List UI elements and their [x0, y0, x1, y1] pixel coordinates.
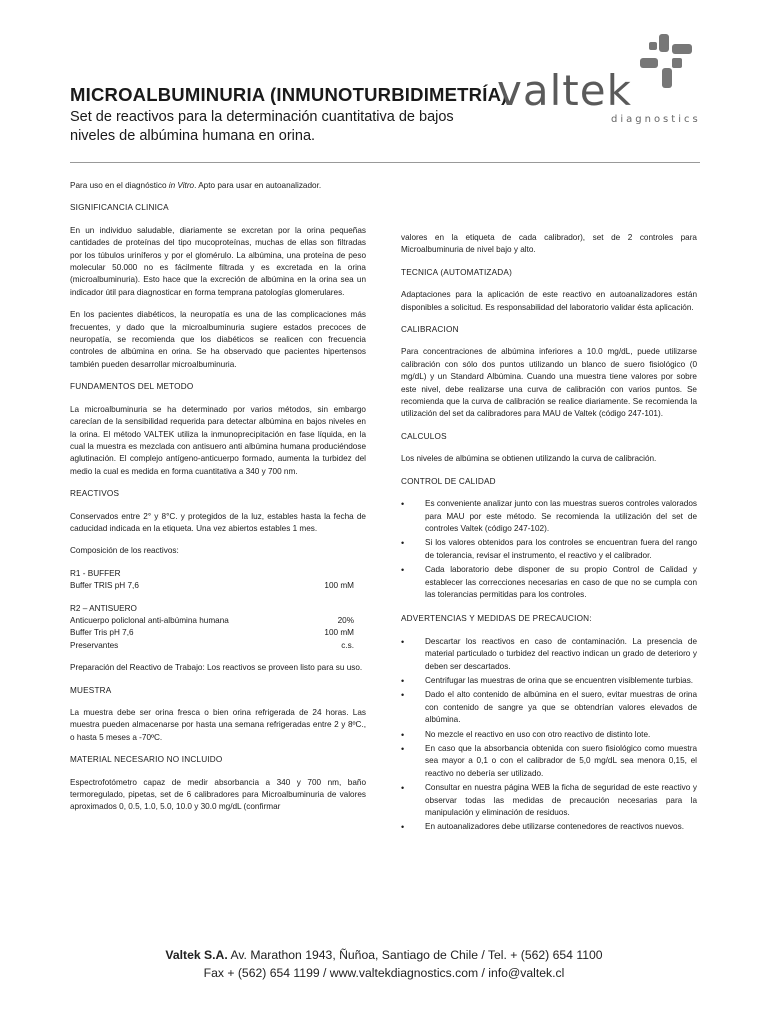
composition-row [70, 580, 366, 592]
composition-row [70, 615, 366, 627]
brand-logo-wordmark: valtek [497, 66, 632, 115]
footer-company: Valtek S.A. [165, 948, 228, 962]
footer-line-2: Fax + (562) 654 1199 / www.valtekdiagnostics.com / info@valtek.cl [203, 966, 565, 980]
composition-value: c.s. [341, 640, 354, 650]
header-divider [70, 162, 700, 163]
footer-line-1 [0, 946, 768, 964]
intro-paragraph: Para uso en el diagnóstico in Vitro. Apto para usar en autoanalizador. [70, 181, 322, 190]
section-title-significancia: SIGNIFICANCIA CLINICA [70, 203, 169, 213]
footer-contact [0, 946, 768, 982]
section-title-tecnica: TECNICA (AUTOMATIZADA) [401, 267, 512, 277]
composition-name: Buffer Tris pH 7,6 [70, 628, 134, 638]
list-item: • En autoanalizadores debe utilizarse contenedores de reactivos nuevos. [401, 821, 697, 833]
list-item: • Centrifugar las muestras de orina que se encuentren visiblemente turbias. [401, 675, 697, 687]
document-subtitle: Set de reactivos para la determinación cuantitativa de bajos niveles de albúmina humana en orina. [70, 109, 454, 144]
composicion-title: Composición de los reactivos: [70, 546, 179, 556]
calibracion-paragraph: Para concentraciones de albúmina inferiores a 10.0 mg/dL, puede utilizarse calibración con sólo dos puntos utilizando un blanco de suero fisiológico (0 mg/dL) y un Standard Albúmina. Cuando una muestra tiene valores por sobre este nivel, debe realizarse una curva de calibración con varios puntos. Se recomienda que la curva de calibración se realice diariamente. Se recomienda la utilización del set da calibradores para MAU de Valtek (código 247-101). [401, 347, 697, 419]
composition-name: Buffer TRIS pH 7,6 [70, 581, 139, 591]
composition-row [70, 640, 366, 652]
r2-label: R2 – ANTISUERO [70, 603, 137, 613]
fundamentos-paragraph: La microalbuminuria se ha determinado por varios métodos, sin embargo carecían de la sensibilidad requerida para detectar albúmina en bajos niveles en la orina. El método VALTEK utiliza la inmunoprecipitación en fase líquida, en la cual la muestra es mezclada con antisuero anti albúmina humana produciéndose aglutinación. El complejo antígeno-anticuerpo formado, aumenta la turbidez del medio la cual es medida en forma cuantitativa a 340 y 700 nm. [70, 404, 366, 476]
left-column [70, 180, 366, 824]
list-item: • Descartar los reactivos en caso de contaminación. La presencia de material particulado o turbidez del reactivo indican un grado de deterioro y deben ser descartados. [401, 636, 697, 673]
section-title-advertencias: ADVERTENCIAS Y MEDIDAS DE PRECAUCION: [401, 614, 592, 624]
list-item: • En caso que la absorbancia obtenida con suero fisiológico como muestra sea mayor a 0,1 o con el calibrador de 5,0 mg/dL sea menora 0,15, el reactivo no debería ser utilizado. [401, 743, 697, 780]
material-paragraph: Espectrofotómetro capaz de medir absorbancia a 340 y 700 nm, baño termoregulado, pipetas, set de 6 calibradores para Microalbuminuria de valores aproximados 0, 0.5, 1.0, 5.0, 10.0 y 30.0 mg/dL (confirmar [70, 777, 366, 812]
list-item: • Consultar en nuestra página WEB la ficha de seguridad de este reactivo y observar todas las medidas de precaución necesarias para la manipulación y eliminación de residuos. [401, 782, 697, 819]
calculos-paragraph: Los niveles de albúmina se obtienen utilizando la curva de calibración. [401, 454, 657, 464]
muestra-paragraph: La muestra debe ser orina fresca o bien orina refrigerada de 24 horas. Las muestra pueden almacenarse por hasta una semana refrigeradas entre 2 y 8ºC., o hasta 5 meses a -70ºC. [70, 708, 366, 742]
r2-block [70, 603, 366, 653]
section-title-calibracion: CALIBRACION [401, 325, 459, 335]
composition-value: 100 mM [324, 628, 354, 638]
list-item: • Dado el alto contenido de albúmina en el suero, evitar muestras de orina con contenido de sangre ya que se obtendrían valores elevados de albúmina. [401, 689, 697, 726]
section-title-control: CONTROL DE CALIDAD [401, 476, 496, 486]
advertencias-list [401, 636, 697, 834]
document-title: MICROALBUMINURIA (INMUNOTURBIDIMETRÍA) [70, 84, 508, 105]
right-column [401, 232, 697, 846]
significancia-paragraph-2: En los pacientes diabéticos, la neuropatía es una de las complicaciones más frecuentes, y dado que la microalbuminuria sugiere estados precoces de neuropatía, se recomienda que los diabéticos se realicen con frecuencia controles de albúmina en orina. Se ha observado que pacientes hipertensos también pueden desarrollar microalbuminuria. [70, 310, 366, 369]
list-item: • Si los valores obtenidos para los controles se encuentran fuera del rango de tolerancia, revisar el instrumento, el reactivo y el calibrador. [401, 537, 697, 562]
r1-block [70, 568, 366, 593]
list-item: • Es conveniente analizar junto con las muestras sueros controles valorados para MAU por este método. Se recomienda la utilización del set de controles Valtek (código 247-102). [401, 498, 697, 535]
composition-value: 100 mM [324, 581, 354, 591]
r1-label: R1 - BUFFER [70, 568, 121, 578]
section-title-reactivos: REACTIVOS [70, 489, 120, 499]
footer-address: Av. Marathon 1943, Ñuñoa, Santiago de Chile / Tel. + (562) 654 1100 [227, 948, 603, 962]
composition-value: 20% [337, 615, 354, 625]
continued-paragraph: valores en la etiqueta de cada calibrador), set de 2 controles para Microalbuminuria de nivel bajo y alto. [401, 233, 697, 255]
section-title-material: MATERIAL NECESARIO NO INCLUIDO [70, 755, 223, 765]
section-title-muestra: MUESTRA [70, 685, 112, 695]
list-item: • No mezcle el reactivo en uso con otro reactivo de distinto lote. [401, 729, 697, 741]
tecnica-paragraph: Adaptaciones para la aplicación de este reactivo en autoanalizadores están disponibles a solicitud. Es responsabilidad del laboratorio validar ésta aplicación. [401, 290, 697, 312]
reactivos-paragraph: Conservados entre 2° y 8°C. y protegidos de la luz, estables hasta la fecha de caducidad indicada en la etiqueta. Una vez abiertos estables 1 mes. [70, 511, 366, 533]
control-list [401, 498, 697, 601]
composition-name: Anticuerpo policlonal anti-albúmina humana [70, 615, 229, 625]
preparacion-paragraph: Preparación del Reactivo de Trabajo: Los reactivos se proveen listo para su uso. [70, 663, 363, 673]
valtek-logo-mark-icon [638, 34, 694, 90]
section-title-fundamentos: FUNDAMENTOS DEL METODO [70, 382, 194, 392]
list-item: • Cada laboratorio debe disponer de su propio Control de Calidad y establecer las correcciones necesarias en caso de que no se cumpla con las tolerancias permitidas para los controles. [401, 564, 697, 601]
composition-name: Preservantes [70, 640, 119, 650]
composition-row [70, 627, 366, 639]
section-title-calculos: CALCULOS [401, 431, 447, 441]
significancia-paragraph-1: En un individuo saludable, diariamente se excretan por la orina pequeñas cantidades de proteínas del tipo mucoproteínas, muchas de ellas son filtradas por los túbulos uriníferos y por el glomérulo. La albúmina, una proteína de peso molecular 50.000 no es fácilmente filtrada y es excretada en la orina (microalbuminuria). Esto hace que la excreción de albúmina en la orina sea un indicador útil para diagnosticar en forma temprana patologías glomerulares. [70, 225, 366, 297]
brand-logo-subtitle: diagnostics [611, 114, 701, 125]
